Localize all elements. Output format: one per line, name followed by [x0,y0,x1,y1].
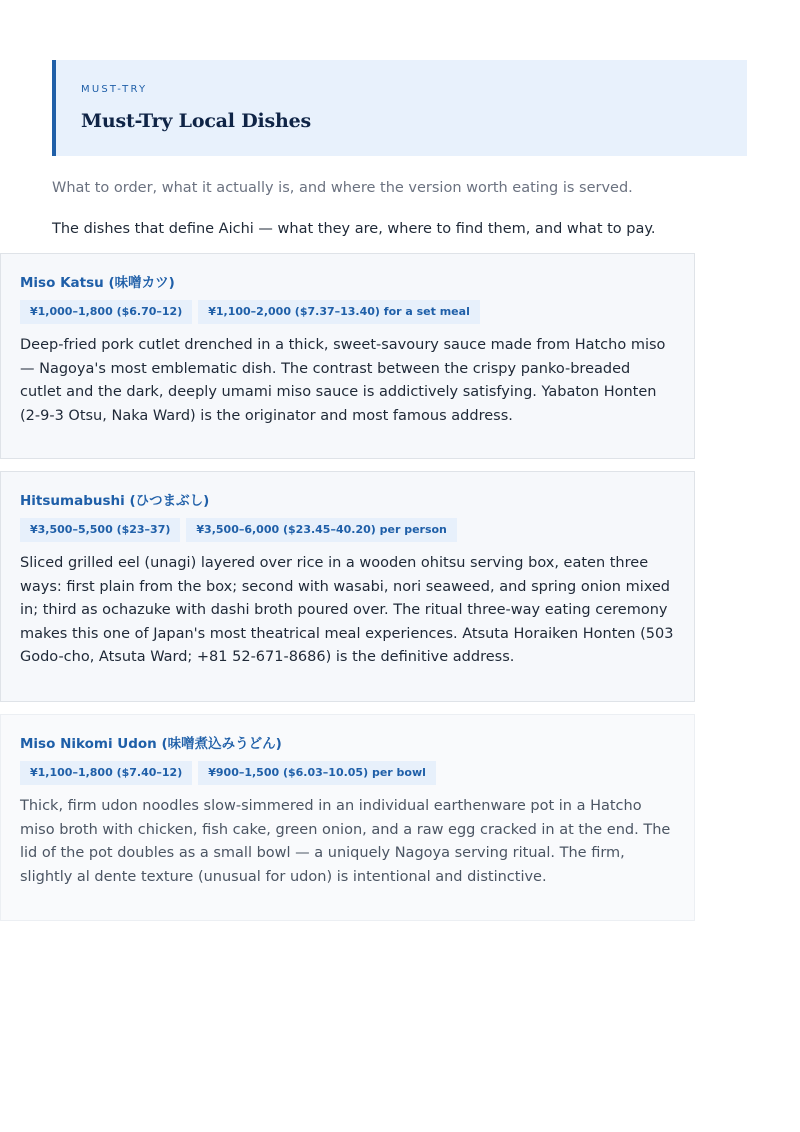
price-tags [20,300,675,324]
dish-card-miso-katsu [0,253,695,459]
dish-card-miso-nikomi-udon [0,714,695,921]
price-tag: ¥1,100–2,000 ($7.37–13.40) for a set meal [198,300,480,324]
page-content [52,60,747,239]
price-tag: ¥3,500–6,000 ($23.45–40.20) per person [186,518,456,542]
dish-name: Miso Katsu (味噌カツ) [20,275,175,291]
price-tag: ¥3,500–5,500 ($23–37) [20,518,180,542]
section-title: Must-Try Local Dishes [81,110,312,132]
dish-description: Thick, firm udon noodles slow-simmered in an individual earthenware pot in a Hatcho miso broth with chicken, fish cake, green onion, and a raw egg cracked in at the end. The lid of the pot doubles as a small bowl — a uniquely Nagoya serving ritual. The firm, slightly al dente texture (unusual for udon) is intentional and distinctive. [20,798,671,885]
price-tags [20,518,675,542]
section-subtitle: What to order, what it actually is, and where the version worth eating is served. [52,180,633,196]
section-intro: The dishes that define Aichi — what they are, where to find them, and what to pay. [52,221,656,237]
price-tag: ¥1,100–1,800 ($7.40–12) [20,761,192,785]
section-header [52,60,747,156]
dish-name: Hitsumabushi (ひつまぶし) [20,493,210,509]
price-tag: ¥900–1,500 ($6.03–10.05) per bowl [198,761,436,785]
price-tags [20,761,675,785]
dish-card-hitsumabushi [0,471,695,702]
dish-description: Deep-fried pork cutlet drenched in a thick, sweet-savoury sauce made from Hatcho miso — Nagoya's most emblematic dish. The contrast between the crispy panko-breaded cutlet and the dark, deeply umami miso sauce is addictively satisfying. Yabaton Honten (2-9-3 Otsu, Naka Ward) is the originator and most famous address. [20,337,666,424]
dish-name: Miso Nikomi Udon (味噌煮込みうどん) [20,736,282,752]
dish-description: Sliced grilled eel (unagi) layered over rice in a wooden ohitsu serving box, eaten three ways: first plain from the box; second with wasabi, nori seaweed, and spring onion mixed in; third as ochazuke with dashi broth poured over. The ritual three-way eating ceremony makes this one of Japan's most theatrical meal experiences. Atsuta Horaiken Honten (503 Godo-cho, Atsuta Ward; +81 52-671-8686) is the definitive address. [20,555,674,665]
price-tag: ¥1,000–1,800 ($6.70–12) [20,300,192,324]
section-eyebrow: MUST-TRY [81,84,148,95]
